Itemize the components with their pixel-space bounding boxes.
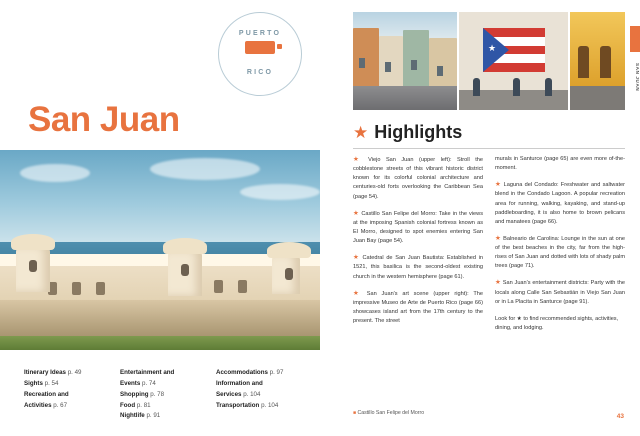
fort-window [238, 280, 247, 293]
chapter-contents [24, 368, 300, 422]
page-title: San Juan [28, 100, 180, 139]
fort-turret [16, 246, 50, 292]
fort-turret [168, 250, 202, 296]
building-shape [429, 38, 457, 88]
highlights-column-left [353, 155, 483, 333]
contents-entry[interactable]: Services p. 104 [216, 390, 261, 398]
doorway [578, 46, 589, 78]
building-window [411, 60, 417, 70]
colonial-building-photo [570, 12, 625, 110]
highlights-column-right [495, 155, 625, 333]
contents-entry[interactable]: Accommodations p. 97 [216, 369, 284, 376]
pedestrian [545, 78, 552, 96]
divider [353, 148, 625, 149]
pedestrian [513, 78, 520, 96]
highlight-item[interactable]: ★ Viejo San Juan (upper left): Stroll the cobblestone streets of this vibrant historic district known for its colorful colonial architecture and centuries-old forts overlooking the Caribbean Sea (page 54). [353, 156, 483, 200]
contents-column-1 [24, 368, 108, 422]
page-number: 43 [616, 413, 624, 420]
contents-entry[interactable]: Sights p. 54 [24, 379, 59, 387]
contents-entry[interactable]: Recreation and [24, 390, 69, 398]
building-shape [353, 28, 379, 88]
puerto-rico-flag-mural: ★ [483, 28, 545, 72]
star-icon: ★ [353, 156, 363, 163]
highlights-columns [353, 155, 625, 333]
fort-photo [0, 150, 320, 350]
building-window [385, 62, 391, 72]
building-window [359, 58, 365, 68]
photo-grass [0, 336, 320, 350]
contents-entry[interactable]: Nightlife p. 91 [120, 412, 161, 420]
contents-entry[interactable]: Itinerary Ideas p. 49 [24, 369, 82, 376]
right-page [320, 0, 640, 436]
highlights-title: Highlights [374, 122, 463, 142]
contents-entry[interactable]: Activities p. 67 [24, 401, 68, 409]
star-icon: ★ [353, 123, 369, 142]
old-san-juan-street-photo [353, 12, 457, 110]
star-icon: ★ [353, 289, 362, 297]
highlight-item[interactable]: ★ San Juan's entertainment districts: Party with the locals along Calle San Sebastián in Viejo San Juan or in La Placita in Santurce (page 91). [495, 279, 625, 305]
contents-entry[interactable]: Events p. 74 [120, 379, 156, 387]
photo-caption: ■ Castillo San Felipe del Morro [353, 410, 425, 416]
star-icon: ★ [495, 279, 501, 287]
contents-column-2 [120, 368, 204, 422]
cloud-shape [20, 164, 90, 182]
highlight-item[interactable]: ★ Catedral de San Juan Bautista: Established in 1521, this basilica is the second-oldest existing church in the western hemisphere (page 61). [353, 254, 483, 280]
star-icon: ★ [353, 209, 360, 217]
highlight-item[interactable]: ★ Balneario de Carolina: Lounge in the sun at one of the best beaches in the city, far from the high-rises of San Juan and dotted with lots of shady palm trees (page 71). [495, 234, 625, 270]
highlight-item[interactable]: ★ Laguna del Condado: Freshwater and saltwater blend in the Condado Lagoon. A popular recreation area for running, walking, kayaking, and stand-up paddleboarding, it is also home to brown pelicans and manatees (page 66). [495, 181, 625, 225]
star-icon: ★ [495, 181, 502, 189]
square-bullet-icon: ■ [353, 410, 357, 416]
fort-window [72, 282, 81, 295]
building-shape [403, 30, 429, 88]
contents-entry[interactable]: Information and [216, 379, 263, 387]
doorway [600, 46, 611, 78]
flag-mural-photo [459, 12, 568, 110]
contents-entry[interactable]: Entertainment and [120, 369, 175, 376]
contents-column-3 [216, 368, 300, 422]
island-shape-icon [245, 41, 275, 54]
building-window [437, 66, 443, 76]
highlight-item[interactable]: ★ San Juan's art scene (upper right): The impressive Museo de Arte de Puerto Rico (page 66) showcases island art from the 17th century to the present. The street [353, 289, 484, 325]
building-shape [379, 36, 403, 88]
street-base [570, 86, 625, 110]
cloud-shape [150, 158, 260, 180]
highlight-item[interactable]: ★ Castillo San Felipe del Morro: Take in the views at the imposing Spanish colonial fortress known as El Morro, designed to spot enemies entering San Juan Bay (page 54). [353, 209, 484, 245]
fort-window [96, 282, 105, 295]
badge-bottom-label: RICO [246, 69, 274, 76]
pedestrian [473, 78, 480, 96]
contents-entry[interactable]: Food p. 81 [120, 401, 151, 409]
edge-tab-label: SAN JUAN [635, 62, 640, 92]
puerto-rico-badge [218, 12, 302, 96]
highlight-item-continued[interactable]: murals in Santurce (page 65) are even more of-the-moment. [495, 156, 625, 172]
edge-tab-marker [630, 26, 640, 52]
cloud-shape [240, 184, 320, 200]
cobblestone-street [353, 86, 457, 110]
highlights-header [353, 122, 462, 143]
star-icon: ★ [495, 234, 502, 242]
highlights-note: Look for ★ to find recommended sights, activities, dining, and lodging. [495, 315, 619, 331]
fort-window [214, 280, 223, 293]
contents-entry[interactable]: Transportation p. 104 [216, 401, 279, 409]
contents-entry[interactable]: Shopping p. 78 [120, 390, 165, 398]
star-icon: ★ [353, 254, 360, 262]
badge-top-label: PUERTO [238, 30, 282, 37]
fort-turret [272, 254, 300, 294]
